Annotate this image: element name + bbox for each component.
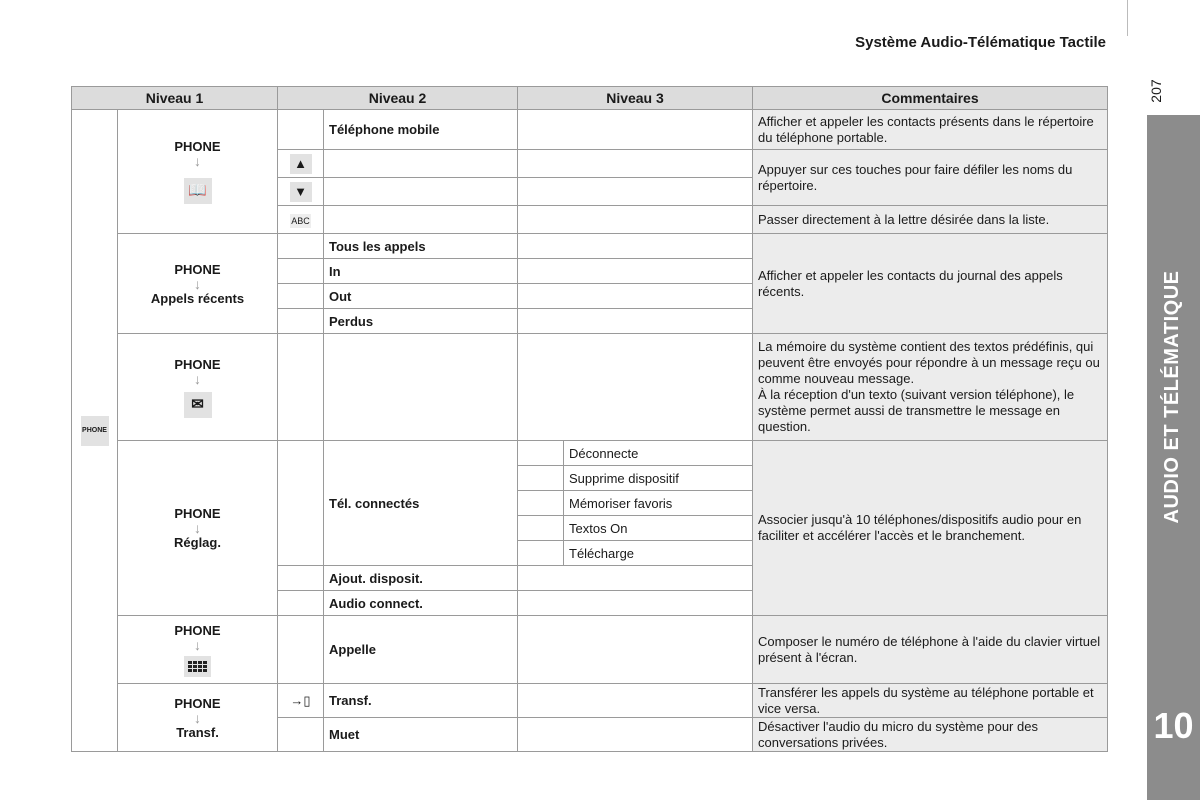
- row-disconnect: Déconnecte: [564, 441, 753, 466]
- phone-label: PHONE: [174, 261, 221, 277]
- section-title: AUDIO ET TÉLÉMATIQUE: [1161, 270, 1183, 524]
- row-save-favorites: Mémoriser favoris: [564, 491, 753, 516]
- arrow-down-icon: ↓: [194, 370, 201, 387]
- level2-transfer: [118, 684, 278, 752]
- level2-recent-calls: [118, 234, 278, 334]
- row-out: Out: [324, 284, 518, 309]
- table-row: [72, 684, 1108, 718]
- row-add-device: Ajout. disposit.: [324, 566, 518, 591]
- header-niveau-1: Niveau 1: [72, 87, 278, 110]
- header-niveau-2: Niveau 2: [278, 87, 518, 110]
- level2-phone-contacts: [118, 110, 278, 234]
- comment-messages-1: La mémoire du système contient des textos prédéfinis, qui peuvent être envoyés pour répondre à un message reçu ou comme nouveau message.: [758, 339, 1100, 386]
- phone-label: PHONE: [174, 695, 221, 711]
- row-connected: Tél. connectés: [324, 441, 518, 566]
- table-header-row: [72, 87, 1108, 110]
- arrow-down-icon: ↓: [194, 153, 201, 169]
- level1-cell: [72, 110, 118, 752]
- row-mobile: Téléphone mobile: [324, 110, 518, 150]
- transfer-to-phone-icon: →▯: [290, 692, 311, 708]
- chapter-side-tab: [1147, 115, 1200, 800]
- comment-messages: [753, 334, 1108, 441]
- book-icon: 📖: [184, 178, 212, 204]
- row-transfer: Transf.: [324, 684, 518, 718]
- abc-icon: ABC: [291, 215, 310, 226]
- chapter-number: 10: [1153, 705, 1194, 746]
- page-header-title: Système Audio-Télématique Tactile: [855, 34, 1106, 51]
- table-row: [72, 334, 1108, 441]
- row-download: Télécharge: [564, 541, 753, 566]
- keypad-icon: [184, 656, 211, 677]
- row-call: Appelle: [324, 616, 518, 684]
- row-mute: Muet: [324, 718, 518, 752]
- table-row: [72, 110, 1108, 150]
- arrow-down-icon: ↓: [194, 520, 201, 536]
- comment-messages-2: À la réception d'un texto (suivant version téléphone), le système permet aussi de transmettre le message en question.: [758, 387, 1075, 434]
- comment-journal: Afficher et appeler les contacts du journal des appels récents.: [753, 234, 1108, 334]
- row-texts-on: Textos On: [564, 516, 753, 541]
- phone-menu-table: [71, 86, 1108, 752]
- page-number: 207: [1148, 79, 1164, 103]
- row-all-calls: Tous les appels: [324, 234, 518, 259]
- phone-button-icon: PHONE: [81, 416, 109, 446]
- top-rule: [1127, 0, 1128, 36]
- row-audio-connect: Audio connect.: [324, 591, 518, 616]
- row-missed: Perdus: [324, 309, 518, 334]
- comment-contacts: Afficher et appeler les contacts présents dans le répertoire du téléphone portable.: [753, 110, 1108, 150]
- phone-label: PHONE: [174, 622, 221, 638]
- settings-label: Réglag.: [174, 535, 221, 550]
- table-row: [72, 234, 1108, 259]
- phone-label: PHONE: [174, 356, 221, 372]
- row-delete-device: Supprime dispositif: [564, 466, 753, 491]
- envelope-icon: ✉: [184, 392, 212, 418]
- phone-label: PHONE: [174, 139, 221, 154]
- row-in: In: [324, 259, 518, 284]
- table-row: [72, 616, 1108, 684]
- arrow-down-icon: ↓: [194, 636, 201, 653]
- phone-label: PHONE: [174, 506, 221, 521]
- comment-transfer: Transférer les appels du système au téléphone portable et vice versa.: [753, 684, 1108, 718]
- level2-messages: [118, 334, 278, 441]
- comment-associate: Associer jusqu'à 10 téléphones/dispositifs audio pour en faciliter et accélérer l'accès et le branchement.: [753, 441, 1108, 616]
- transfer-label: Transf.: [176, 724, 219, 740]
- comment-dial: Composer le numéro de téléphone à l'aide du clavier virtuel présent à l'écran.: [753, 616, 1108, 684]
- comment-mute: Désactiver l'audio du micro du système pour des conversations privées.: [753, 718, 1108, 752]
- recent-calls-label: Appels récents: [150, 290, 245, 306]
- level2-settings: [118, 441, 278, 616]
- arrow-up-icon: ▲: [290, 154, 312, 174]
- arrow-down-icon: ▼: [290, 182, 312, 202]
- arrow-down-icon: ↓: [194, 709, 201, 726]
- header-niveau-3: Niveau 3: [518, 87, 753, 110]
- comment-scroll: Appuyer sur ces touches pour faire défiler les noms du répertoire.: [753, 150, 1108, 206]
- table-row: [72, 441, 1108, 466]
- header-commentaires: Commentaires: [753, 87, 1108, 110]
- arrow-down-icon: ↓: [194, 275, 201, 292]
- level2-dial: [118, 616, 278, 684]
- comment-letter: Passer directement à la lettre désirée dans la liste.: [753, 206, 1108, 234]
